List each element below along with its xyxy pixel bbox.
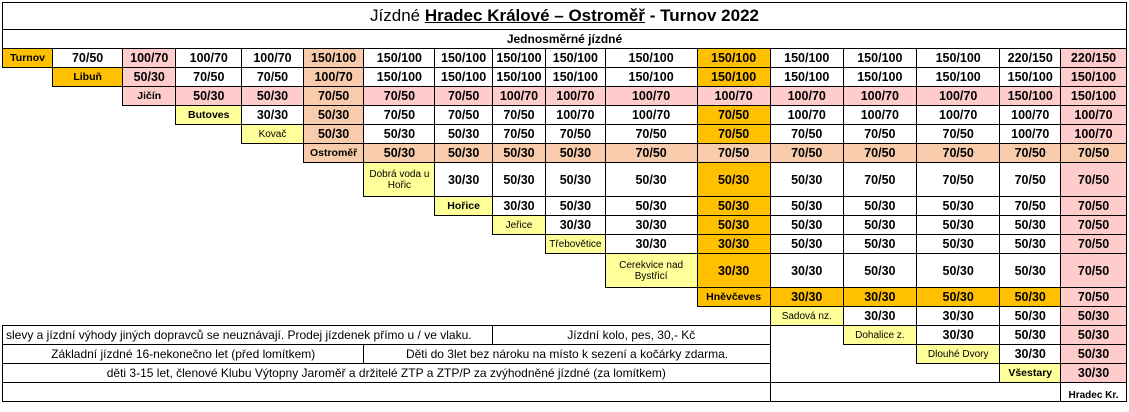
fare-cell: 30/30 xyxy=(843,307,916,326)
fare-cell: 100/70 xyxy=(770,87,843,106)
empty-cell xyxy=(242,197,304,216)
empty-cell xyxy=(176,235,242,254)
station-horice: Hořice xyxy=(435,197,492,216)
title-suffix: - Turnov 2022 xyxy=(644,6,759,25)
empty-cell xyxy=(176,254,242,288)
empty-cell xyxy=(435,216,492,235)
fare-cell: 50/30 xyxy=(843,197,916,216)
fare-cell: 50/30 xyxy=(843,254,916,288)
fare-cell: 70/50 xyxy=(605,144,697,163)
fare-cell: 100/70 xyxy=(770,106,843,125)
note-discount: děti 3-15 let, členové Klubu Výtopny Jaroměř a držitelé ZTP a ZTP/P za zvýhodněné jízdné (za lomítkem) xyxy=(3,364,771,383)
fare-row-jerice xyxy=(3,216,1127,235)
fare-cell: 30/30 xyxy=(605,216,697,235)
empty-cell xyxy=(843,364,916,383)
fare-cell: 50/30 xyxy=(546,163,606,197)
empty-cell xyxy=(3,197,53,216)
empty-cell xyxy=(242,254,304,288)
empty-cell xyxy=(770,326,843,345)
fare-cell: 50/30 xyxy=(546,197,606,216)
note-basic-fare: Základní jízdné 16-nekonečno let (před lomítkem) xyxy=(3,345,364,364)
fare-cell: 30/30 xyxy=(1000,345,1061,364)
empty-cell xyxy=(176,125,242,144)
fare-cell: 150/100 xyxy=(435,68,492,87)
fare-cell: 50/30 xyxy=(605,163,697,197)
fare-cell: 50/30 xyxy=(770,216,843,235)
empty-cell xyxy=(123,216,176,235)
fare-cell: 100/70 xyxy=(123,49,176,68)
station-libun: Libuň xyxy=(53,68,123,87)
fare-cell: 100/70 xyxy=(303,68,364,87)
fare-cell: 50/30 xyxy=(1061,326,1127,345)
fare-cell: 100/70 xyxy=(1061,106,1127,125)
fare-cell: 50/30 xyxy=(492,163,545,197)
fare-cell: 100/70 xyxy=(176,49,242,68)
empty-cell xyxy=(123,254,176,288)
empty-cell xyxy=(843,345,916,364)
fare-cell: 70/50 xyxy=(176,68,242,87)
fare-cell: 70/50 xyxy=(546,125,606,144)
fare-cell: 150/100 xyxy=(364,49,435,68)
fare-cell: 50/30 xyxy=(1000,216,1061,235)
fare-cell: 70/50 xyxy=(364,106,435,125)
fare-cell: 100/70 xyxy=(1000,106,1061,125)
fare-cell: 50/30 xyxy=(242,87,304,106)
fare-row-turnov xyxy=(3,49,1127,68)
empty-cell xyxy=(123,125,176,144)
fare-cell: 30/30 xyxy=(916,326,1000,345)
station-hradec: Hradec Kr. xyxy=(1061,383,1127,402)
fare-cell: 70/50 xyxy=(53,49,123,68)
empty-cell xyxy=(53,288,123,307)
empty-cell xyxy=(123,106,176,125)
fare-cell: 150/100 xyxy=(843,49,916,68)
empty-cell xyxy=(303,216,364,235)
empty-cell xyxy=(53,144,123,163)
fare-cell: 70/50 xyxy=(1061,288,1127,307)
fare-cell: 30/30 xyxy=(697,235,770,254)
empty-cell xyxy=(53,216,123,235)
empty-cell xyxy=(123,197,176,216)
fare-cell: 100/70 xyxy=(605,87,697,106)
empty-cell xyxy=(605,288,697,307)
fare-cell: 50/30 xyxy=(546,144,606,163)
empty-cell xyxy=(3,254,53,288)
fare-cell: 50/30 xyxy=(1000,254,1061,288)
empty-cell xyxy=(176,288,242,307)
fare-cell: 70/50 xyxy=(492,125,545,144)
fare-cell: 50/30 xyxy=(1000,235,1061,254)
station-butoves: Butoves xyxy=(176,106,242,125)
fare-cell: 100/70 xyxy=(697,87,770,106)
empty-cell xyxy=(123,235,176,254)
title-route: Hradec Králové – Ostroměř xyxy=(424,6,645,25)
empty-cell xyxy=(303,235,364,254)
fare-cell: 100/70 xyxy=(843,87,916,106)
fare-cell: 50/30 xyxy=(303,106,364,125)
fare-cell: 50/30 xyxy=(916,288,1000,307)
empty-cell xyxy=(3,144,53,163)
empty-cell xyxy=(770,364,843,383)
fare-cell: 70/50 xyxy=(1061,216,1127,235)
fare-cell: 150/100 xyxy=(303,49,364,68)
empty-cell xyxy=(364,235,435,254)
fare-cell: 50/30 xyxy=(435,125,492,144)
empty-cell xyxy=(176,163,242,197)
fare-row-butoves xyxy=(3,106,1127,125)
fare-cell: 50/30 xyxy=(303,125,364,144)
fare-cell: 100/70 xyxy=(546,106,606,125)
empty-cell xyxy=(364,288,435,307)
fare-cell: 50/30 xyxy=(123,68,176,87)
empty-cell xyxy=(242,235,304,254)
empty-cell xyxy=(123,288,176,307)
fare-cell: 50/30 xyxy=(1000,326,1061,345)
empty-cell xyxy=(492,235,545,254)
page-title xyxy=(3,3,1127,30)
fare-cell: 70/50 xyxy=(843,163,916,197)
fare-cell: 150/100 xyxy=(364,68,435,87)
fare-cell: 30/30 xyxy=(697,254,770,288)
empty-cell xyxy=(303,197,364,216)
empty-cell xyxy=(435,254,492,288)
fare-row-ostromer xyxy=(3,144,1127,163)
fare-cell: 70/50 xyxy=(843,125,916,144)
empty-cell xyxy=(176,216,242,235)
station-ostromer: Ostroměř xyxy=(303,144,364,163)
empty-note-cell xyxy=(3,383,771,402)
fare-cell: 70/50 xyxy=(492,106,545,125)
fare-cell: 70/50 xyxy=(1061,163,1127,197)
fare-row-dohalice xyxy=(3,326,1127,345)
fare-cell: 70/50 xyxy=(364,87,435,106)
fare-cell: 70/50 xyxy=(843,144,916,163)
fare-cell: 100/70 xyxy=(1000,125,1061,144)
empty-cell xyxy=(364,254,435,288)
fare-cell: 50/30 xyxy=(492,144,545,163)
fare-cell: 70/50 xyxy=(1000,163,1061,197)
fare-cell: 220/150 xyxy=(1061,49,1127,68)
subtitle-row xyxy=(3,30,1127,49)
fare-cell: 30/30 xyxy=(605,235,697,254)
fare-cell: 100/70 xyxy=(242,49,304,68)
fare-cell: 70/50 xyxy=(1000,197,1061,216)
empty-cell xyxy=(53,163,123,197)
fare-cell: 150/100 xyxy=(1000,87,1061,106)
fare-row-libun xyxy=(3,68,1127,87)
fare-cell: 50/30 xyxy=(916,197,1000,216)
fare-cell: 150/100 xyxy=(492,49,545,68)
empty-cell xyxy=(242,216,304,235)
fare-row-dobra-voda xyxy=(3,163,1127,197)
empty-cell xyxy=(53,87,123,106)
fare-cell: 100/70 xyxy=(1061,125,1127,144)
fare-cell: 150/100 xyxy=(435,49,492,68)
empty-cell xyxy=(546,288,606,307)
fare-cell: 70/50 xyxy=(303,87,364,106)
fare-cell: 70/50 xyxy=(916,163,1000,197)
fare-cell: 50/30 xyxy=(843,235,916,254)
fare-cell: 50/30 xyxy=(770,163,843,197)
fare-cell: 50/30 xyxy=(843,216,916,235)
empty-cell xyxy=(242,144,304,163)
empty-cell xyxy=(546,254,606,288)
station-turnov: Turnov xyxy=(3,49,53,68)
fare-cell: 70/50 xyxy=(435,87,492,106)
fare-cell: 70/50 xyxy=(770,125,843,144)
empty-cell xyxy=(242,163,304,197)
empty-cell xyxy=(770,345,843,364)
station-sadova: Sadová nz. xyxy=(770,307,843,326)
fare-row-hradec xyxy=(3,383,1127,402)
fare-cell: 150/100 xyxy=(697,49,770,68)
station-jicin: Jičín xyxy=(123,87,176,106)
empty-cell xyxy=(53,254,123,288)
fare-cell: 50/30 xyxy=(176,87,242,106)
fare-row-hnevceves xyxy=(3,288,1127,307)
fare-cell: 50/30 xyxy=(1061,307,1127,326)
empty-cell xyxy=(3,288,53,307)
fare-cell: 220/150 xyxy=(1000,49,1061,68)
empty-cell xyxy=(303,163,364,197)
fare-cell: 30/30 xyxy=(770,254,843,288)
fare-cell: 50/30 xyxy=(916,235,1000,254)
fare-cell: 100/70 xyxy=(492,87,545,106)
empty-cell xyxy=(3,125,53,144)
empty-cell xyxy=(303,254,364,288)
subtitle: Jednosměrné jízdné xyxy=(3,30,1127,49)
empty-cell xyxy=(3,163,53,197)
fare-cell: 50/30 xyxy=(1000,307,1061,326)
fare-cell: 150/100 xyxy=(1061,68,1127,87)
note-children: Děti do 3let bez nároku na místo k sezení a kočárky zdarma. xyxy=(364,345,770,364)
empty-cell xyxy=(303,288,364,307)
fare-cell: 70/50 xyxy=(697,144,770,163)
fare-cell: 50/30 xyxy=(605,197,697,216)
station-jerice: Jeřice xyxy=(492,216,545,235)
fare-cell: 150/100 xyxy=(697,68,770,87)
fare-cell: 30/30 xyxy=(435,163,492,197)
empty-cell xyxy=(176,197,242,216)
fare-cell: 30/30 xyxy=(546,216,606,235)
fare-cell: 30/30 xyxy=(843,288,916,307)
empty-cell xyxy=(176,144,242,163)
station-hnevceves: Hněvčeves xyxy=(697,288,770,307)
empty-cell xyxy=(916,364,1000,383)
fare-cell: 50/30 xyxy=(1000,288,1061,307)
fare-cell: 100/70 xyxy=(916,87,1000,106)
fare-cell: 70/50 xyxy=(605,125,697,144)
fare-cell: 100/70 xyxy=(843,106,916,125)
note-other-carriers: slevy a jízdní výhody jiných dopravců se neuznávají. Prodej jízdenek přímo u / ve vlaku. xyxy=(3,326,493,345)
fare-cell: 30/30 xyxy=(770,288,843,307)
empty-cell xyxy=(3,307,698,326)
station-dobra-voda: Dobrá voda u Hořic xyxy=(364,163,435,197)
empty-cell xyxy=(3,216,53,235)
fare-cell: 100/70 xyxy=(916,106,1000,125)
fare-cell: 150/100 xyxy=(492,68,545,87)
title-prefix: Jízdné xyxy=(370,6,425,25)
fare-cell: 150/100 xyxy=(546,49,606,68)
fare-cell: 150/100 xyxy=(770,49,843,68)
station-kovac: Kovač xyxy=(242,125,304,144)
empty-cell xyxy=(3,106,53,125)
fare-cell: 150/100 xyxy=(1061,87,1127,106)
empty-cell xyxy=(3,68,53,87)
fare-cell: 70/50 xyxy=(1061,144,1127,163)
fare-cell: 150/100 xyxy=(916,49,1000,68)
empty-cell xyxy=(123,144,176,163)
station-trebovetice: Třebovětice xyxy=(546,235,606,254)
empty-cell xyxy=(53,197,123,216)
fare-cell: 70/50 xyxy=(1061,235,1127,254)
fare-cell: 70/50 xyxy=(697,125,770,144)
fare-cell: 150/100 xyxy=(916,68,1000,87)
fare-cell: 100/70 xyxy=(546,87,606,106)
empty-cell xyxy=(492,288,545,307)
empty-cell xyxy=(492,254,545,288)
empty-cell xyxy=(435,235,492,254)
fare-cell: 50/30 xyxy=(364,144,435,163)
fare-row-cerekvice xyxy=(3,254,1127,288)
fare-cell: 150/100 xyxy=(1000,68,1061,87)
fare-cell: 150/100 xyxy=(843,68,916,87)
fare-row-sadova xyxy=(3,307,1127,326)
fare-cell: 50/30 xyxy=(364,125,435,144)
fare-cell: 50/30 xyxy=(916,216,1000,235)
fare-cell: 150/100 xyxy=(605,68,697,87)
fare-cell: 50/30 xyxy=(770,235,843,254)
empty-cell xyxy=(435,288,492,307)
fare-row-kovac xyxy=(3,125,1127,144)
empty-note-cell xyxy=(770,383,1060,402)
empty-cell xyxy=(123,163,176,197)
empty-cell xyxy=(53,235,123,254)
fare-cell: 150/100 xyxy=(605,49,697,68)
station-vsestary: Všestary xyxy=(1000,364,1061,383)
fare-cell: 30/30 xyxy=(492,197,545,216)
fare-cell: 30/30 xyxy=(916,307,1000,326)
fare-cell: 100/70 xyxy=(605,106,697,125)
fare-row-dlouhe-dvory xyxy=(3,345,1127,364)
fare-row-trebovetice xyxy=(3,235,1127,254)
fare-cell: 30/30 xyxy=(1061,364,1127,383)
fare-row-jicin xyxy=(3,87,1127,106)
fare-cell: 30/30 xyxy=(242,106,304,125)
fare-cell: 50/30 xyxy=(697,216,770,235)
fare-cell: 50/30 xyxy=(1061,345,1127,364)
fare-cell: 50/30 xyxy=(435,144,492,163)
station-cerekvice: Cerekvice nad Bystřicí xyxy=(605,254,697,288)
fare-cell: 70/50 xyxy=(697,106,770,125)
fare-cell: 70/50 xyxy=(916,144,1000,163)
fare-cell: 50/30 xyxy=(697,197,770,216)
fare-cell: 50/30 xyxy=(697,163,770,197)
fare-cell: 70/50 xyxy=(770,144,843,163)
fare-row-vsestary xyxy=(3,364,1127,383)
title-row xyxy=(3,3,1127,30)
fare-cell: 150/100 xyxy=(770,68,843,87)
fare-cell: 70/50 xyxy=(916,125,1000,144)
empty-cell xyxy=(53,125,123,144)
fare-cell: 70/50 xyxy=(1061,197,1127,216)
empty-cell xyxy=(364,216,435,235)
fare-row-horice xyxy=(3,197,1127,216)
fare-table xyxy=(2,2,1127,402)
empty-cell xyxy=(242,288,304,307)
station-dlouhe-dvory: Dlouhé Dvory xyxy=(916,345,1000,364)
note-bike: Jízdní kolo, pes, 30,- Kč xyxy=(492,326,770,345)
fare-cell: 70/50 xyxy=(1061,254,1127,288)
empty-cell xyxy=(3,87,53,106)
fare-cell: 150/100 xyxy=(546,68,606,87)
fare-cell: 70/50 xyxy=(435,106,492,125)
empty-cell xyxy=(697,307,770,326)
empty-cell xyxy=(53,106,123,125)
station-dohalice: Dohalice z. xyxy=(843,326,916,345)
fare-cell: 70/50 xyxy=(242,68,304,87)
fare-cell: 50/30 xyxy=(770,197,843,216)
fare-cell: 70/50 xyxy=(1000,144,1061,163)
empty-cell xyxy=(3,235,53,254)
fare-cell: 50/30 xyxy=(916,254,1000,288)
empty-cell xyxy=(364,197,435,216)
